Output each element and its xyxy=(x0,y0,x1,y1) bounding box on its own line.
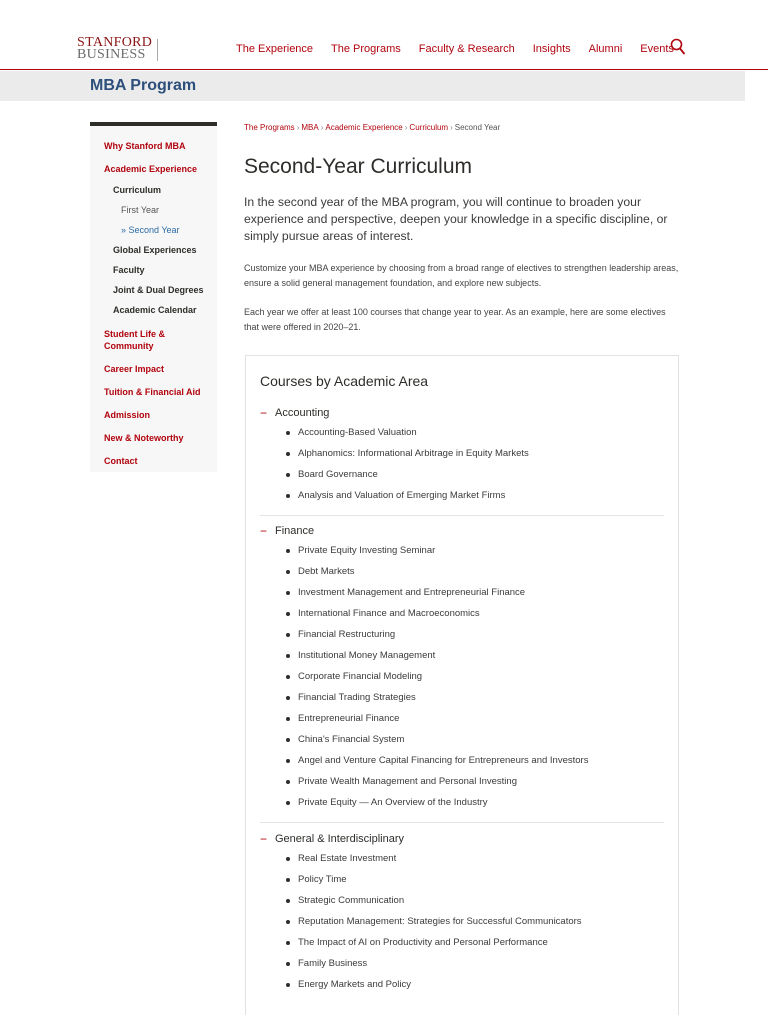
course-item: Energy Markets and Policy xyxy=(260,978,664,999)
course-item: International Finance and Macroeconomics xyxy=(260,607,664,628)
area-divider xyxy=(260,822,664,823)
sidebar-item-joint-dual-degrees[interactable]: Joint & Dual Degrees xyxy=(113,285,204,295)
area-accounting xyxy=(260,406,664,510)
collapse-icon: − xyxy=(260,832,268,846)
course-item: Financial Restructuring xyxy=(260,628,664,649)
course-item: Private Wealth Management and Personal Investing xyxy=(260,775,664,796)
nav-alumni[interactable]: Alumni xyxy=(588,43,623,55)
program-title[interactable]: MBA Program xyxy=(90,77,197,94)
course-item: Family Business xyxy=(260,957,664,978)
nav-insights[interactable]: Insights xyxy=(532,43,571,55)
course-item: Strategic Communication xyxy=(260,894,664,915)
logo-seal-mark xyxy=(157,39,167,61)
course-item: Policy Time xyxy=(260,873,664,894)
course-item: The Impact of AI on Productivity and Personal Performance xyxy=(260,936,664,957)
courses-panel xyxy=(245,355,679,1015)
sidebar-nav xyxy=(90,122,217,472)
course-item: Accounting-Based Valuation xyxy=(260,426,664,447)
area-general-interdisciplinary xyxy=(260,832,664,999)
collapse-icon: − xyxy=(260,524,268,538)
course-item: Real Estate Investment xyxy=(260,852,664,873)
logo-line-2: BUSINESS xyxy=(77,47,146,62)
breadcrumb-separator: › xyxy=(320,123,324,132)
breadcrumb-separator: › xyxy=(450,123,453,132)
area-name: Finance xyxy=(275,525,315,537)
stanford-business-logo[interactable] xyxy=(77,37,152,61)
area-divider xyxy=(260,515,664,516)
breadcrumb-separator: › xyxy=(404,123,408,132)
area-toggle-accounting[interactable] xyxy=(260,406,664,420)
course-item: Debt Markets xyxy=(260,565,664,586)
breadcrumb xyxy=(244,123,500,132)
breadcrumb-separator: › xyxy=(296,123,300,132)
top-nav xyxy=(236,43,692,55)
area-toggle-general-interdisciplinary[interactable] xyxy=(260,832,664,846)
page-title: Second-Year Curriculum xyxy=(244,155,472,178)
sidebar-item-global-experiences[interactable]: Global Experiences xyxy=(113,245,197,255)
nav-the-programs[interactable]: The Programs xyxy=(331,43,401,55)
nav-events[interactable]: Events xyxy=(640,43,674,55)
course-item: Angel and Venture Capital Financing for Entrepreneurs and Investors xyxy=(260,754,664,775)
course-item: China's Financial System xyxy=(260,733,664,754)
sidebar-item-academic-experience[interactable]: Academic Experience xyxy=(104,164,198,174)
course-item: Analysis and Valuation of Emerging Market Firms xyxy=(260,489,664,510)
course-item: Private Equity Investing Seminar xyxy=(260,544,664,565)
nav-faculty-research[interactable]: Faculty & Research xyxy=(418,43,515,55)
sidebar-item-tuition-financial-aid[interactable]: Tuition & Financial Aid xyxy=(104,387,201,397)
breadcrumb-link-mba[interactable]: MBA xyxy=(301,123,319,132)
course-item: Board Governance xyxy=(260,468,664,489)
area-name: General & Interdisciplinary xyxy=(275,833,405,845)
sidebar-item-first-year[interactable]: First Year xyxy=(121,205,160,215)
breadcrumb-link-academic-experience[interactable]: Academic Experience xyxy=(325,123,403,132)
intro-paragraph: In the second year of the MBA program, you will continue to broaden your experience and perspective, deepen your knowledge in a specific discipline, or simply pursue areas of interest. xyxy=(244,195,668,243)
breadcrumb-link-programs[interactable]: The Programs xyxy=(244,123,295,132)
sidebar-item-career-impact[interactable]: Career Impact xyxy=(104,364,165,374)
breadcrumb-current: Second Year xyxy=(454,123,501,132)
course-list xyxy=(260,544,664,817)
sidebar-item-curriculum[interactable]: Curriculum xyxy=(113,185,162,195)
sidebar-item-student-life[interactable]: Student Life & Community xyxy=(104,329,165,351)
course-item: Reputation Management: Strategies for Successful Communicators xyxy=(260,915,664,936)
course-list xyxy=(260,852,664,999)
search-icon[interactable] xyxy=(670,38,686,56)
sidebar-item-academic-calendar[interactable]: Academic Calendar xyxy=(113,305,197,315)
program-band xyxy=(0,71,745,101)
sidebar-item-new-noteworthy[interactable]: New & Noteworthy xyxy=(104,433,184,443)
nav-the-experience[interactable]: The Experience xyxy=(236,43,314,55)
logo-line-1: STANFORD xyxy=(77,35,153,50)
area-name: Accounting xyxy=(275,407,330,419)
course-item: Financial Trading Strategies xyxy=(260,691,664,712)
course-item: Alphanomics: Informational Arbitrage in Equity Markets xyxy=(260,447,664,468)
body-paragraph-2: Each year we offer at least 100 courses that change year to year. As an example, here are some electives that were offered in 2020–21. xyxy=(244,307,666,332)
sidebar-item-admission[interactable]: Admission xyxy=(104,410,151,420)
course-item: Investment Management and Entrepreneurial Finance xyxy=(260,586,664,607)
course-item: Entrepreneurial Finance xyxy=(260,712,664,733)
area-toggle-finance[interactable] xyxy=(260,524,664,538)
area-finance xyxy=(260,524,664,817)
course-item: Corporate Financial Modeling xyxy=(260,670,664,691)
sidebar-item-why-stanford-mba[interactable]: Why Stanford MBA xyxy=(104,141,186,151)
sidebar-item-contact[interactable]: Contact xyxy=(104,456,138,466)
courses-panel-title: Courses by Academic Area xyxy=(260,373,429,389)
collapse-icon: − xyxy=(260,406,268,420)
breadcrumb-link-curriculum[interactable]: Curriculum xyxy=(409,123,449,132)
sidebar-item-faculty[interactable]: Faculty xyxy=(113,265,145,275)
course-item: Institutional Money Management xyxy=(260,649,664,670)
sidebar-item-second-year[interactable]: » Second Year xyxy=(121,225,180,235)
course-item: Private Equity — An Overview of the Industry xyxy=(260,796,664,817)
course-list xyxy=(260,426,664,510)
body-paragraph-1: Customize your MBA experience by choosing from a broad range of electives to strengthen leadership areas, ensure a solid general management foundation, and explore new subjects. xyxy=(244,263,679,288)
site-header xyxy=(0,0,768,70)
